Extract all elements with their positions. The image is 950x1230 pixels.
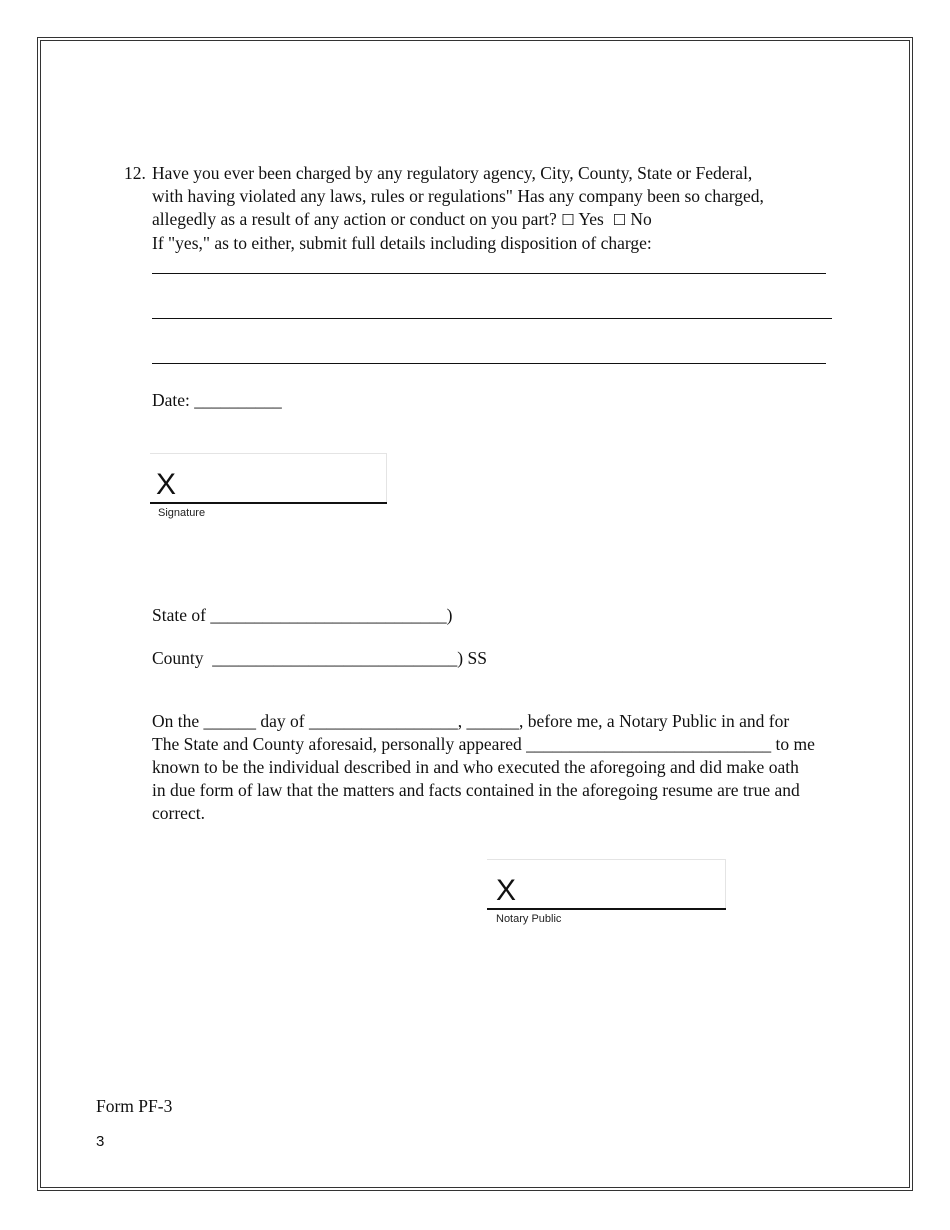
notary-line-5: correct. (152, 803, 205, 823)
notary-signature-box[interactable] (487, 859, 726, 909)
state-close: ) (446, 605, 453, 625)
answer-line-1[interactable] (152, 273, 826, 274)
yes-label: Yes (578, 209, 604, 229)
notary-line-2: The State and County aforesaid, personally appeared ____________________________ to me (152, 734, 815, 754)
notary-signature-line (487, 908, 726, 910)
date-blank[interactable]: __________ (194, 390, 282, 410)
question-line-4: If "yes," as to either, submit full details including disposition of charge: (152, 233, 652, 253)
form-id: Form PF-3 (96, 1096, 173, 1116)
date-field (152, 389, 282, 412)
no-checkbox[interactable]: ☐ (612, 211, 627, 229)
signature-box[interactable] (150, 453, 387, 503)
notary-public-label: Notary Public (496, 913, 562, 925)
notary-x-mark: X (496, 874, 517, 907)
county-field (152, 647, 487, 670)
date-label: Date: (152, 390, 190, 410)
question-line-3 (152, 208, 852, 232)
state-label: State of (152, 605, 206, 625)
notary-line-3: known to be the individual described in and who executed the aforegoing and did make oath (152, 757, 799, 777)
question-number: 12. (124, 163, 146, 183)
notary-paragraph (152, 710, 857, 825)
notary-line-1: On the ______ day of _________________, ______, before me, a Notary Public in and for (152, 711, 790, 731)
page-number: 3 (96, 1133, 105, 1150)
question-line-2: with having violated any laws, rules or regulations" Has any company been so charged, (152, 186, 764, 206)
no-label: No (630, 209, 652, 229)
county-label: County (152, 648, 204, 668)
state-field (152, 604, 452, 627)
answer-line-3[interactable] (152, 363, 826, 364)
county-blank[interactable]: ____________________________ (212, 648, 458, 668)
county-close: ) SS (457, 648, 487, 668)
question-line-1: Have you ever been charged by any regulatory agency, City, County, State or Federal, (152, 163, 753, 183)
state-blank[interactable]: ___________________________ (210, 605, 447, 625)
signature-line (150, 502, 387, 504)
notary-line-4: in due form of law that the matters and facts contained in the aforegoing resume are true and (152, 780, 800, 800)
answer-line-2[interactable] (152, 318, 832, 319)
question-text (152, 162, 852, 255)
signature-label: Signature (158, 507, 206, 519)
question-line-3-text: allegedly as a result of any action or conduct on you part? (152, 209, 557, 229)
signature-x-mark: X (156, 468, 177, 501)
yes-checkbox[interactable]: ☐ (561, 211, 575, 229)
